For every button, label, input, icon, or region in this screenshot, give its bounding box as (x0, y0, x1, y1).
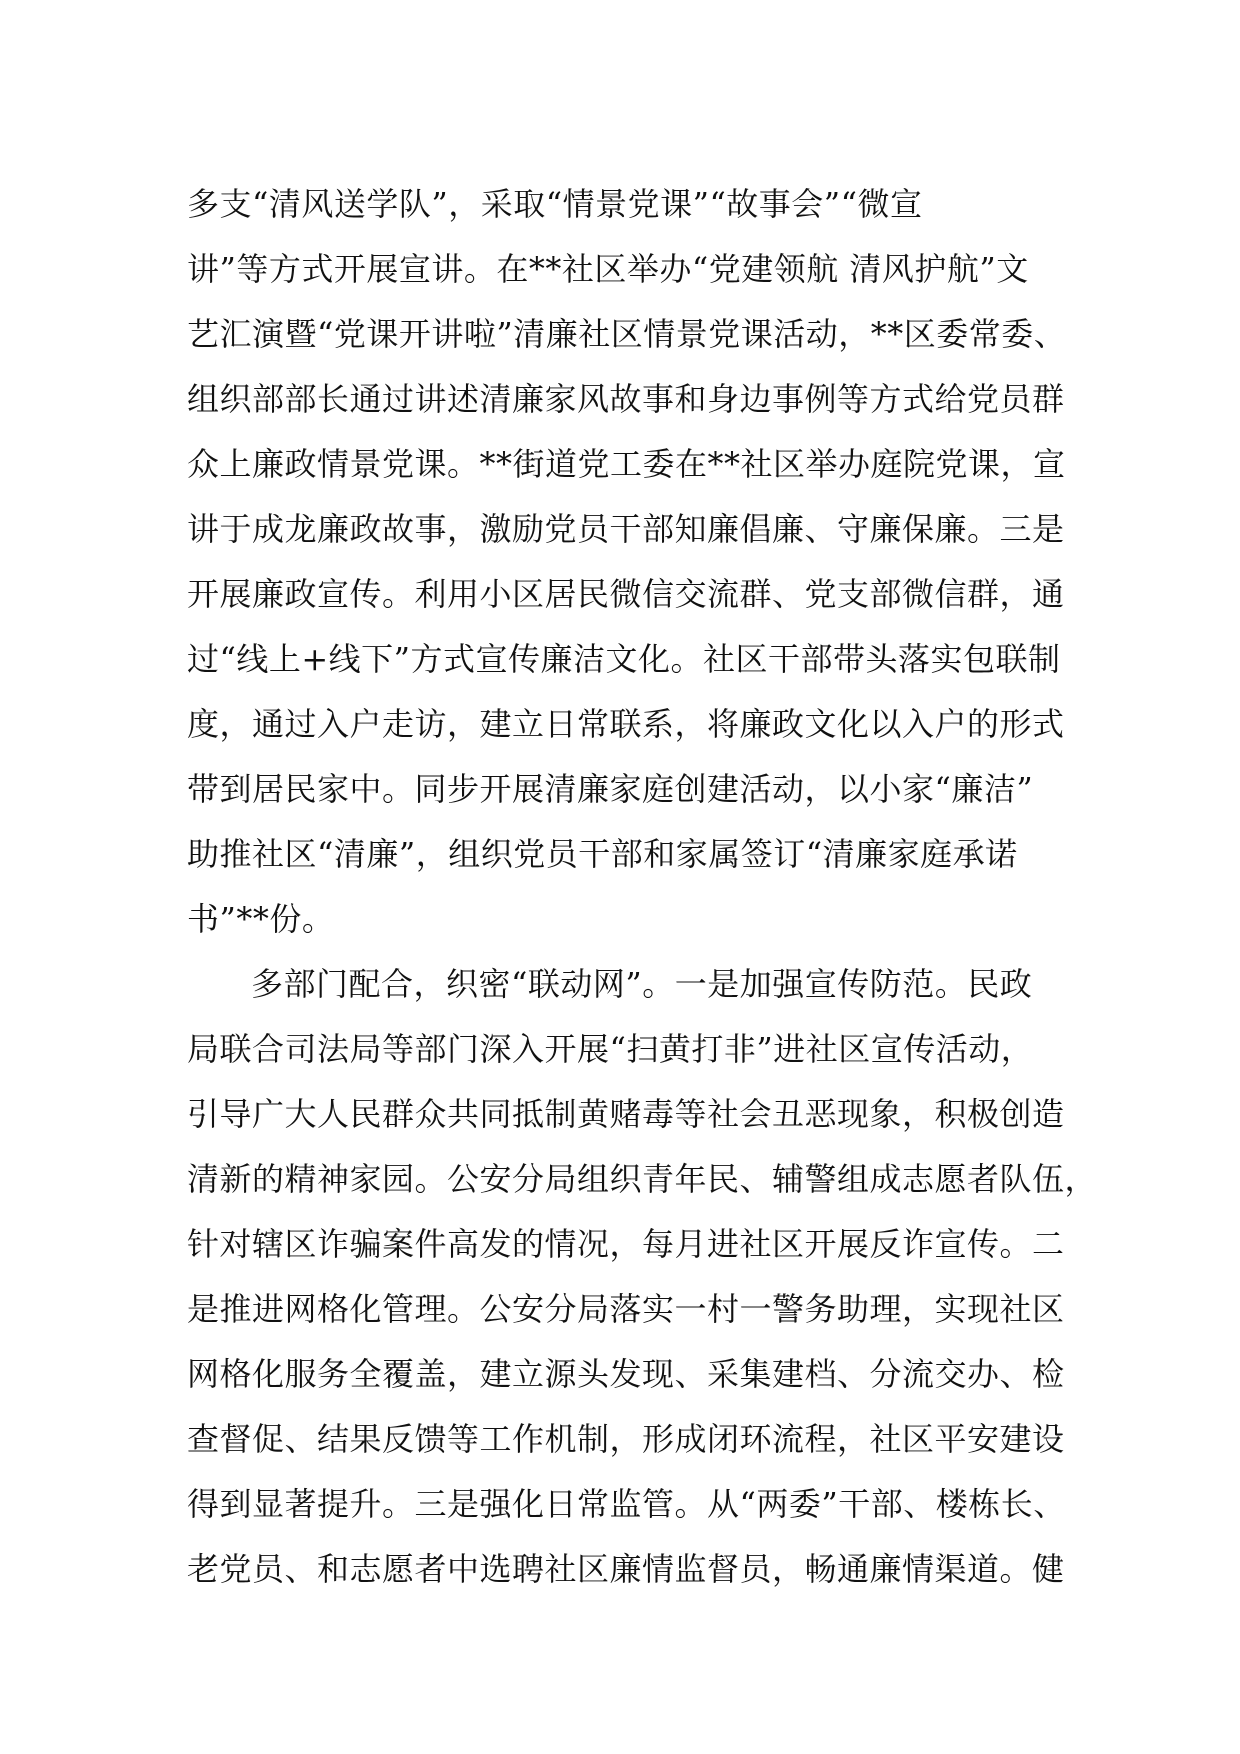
text-line: 组织部部长通过讲述清廉家风故事和身边事例等方式给党员群 (187, 380, 1065, 418)
text-line: 老党员、和志愿者中选聘社区廉情监督员，畅通廉情渠道。健 (187, 1550, 1065, 1588)
text-line: 得到显著提升。三是强化日常监管。从“两委”干部、楼栋长、 (187, 1485, 1066, 1523)
text-line: 度，通过入户走访，建立日常联系，将廉政文化以入户的形式 (187, 705, 1065, 743)
text-line: 过“线上+线下”方式宣传廉洁文化。社区干部带头落实包联制 (187, 640, 1061, 678)
text-line: 众上廉政情景党课。**街道党工委在**社区举办庭院党课，宣 (187, 445, 1066, 483)
text-line: 是推进网格化管理。公安分局落实一村一警务助理，实现社区 (187, 1290, 1065, 1328)
text-line: 引导广大人民群众共同抵制黄赌毒等社会丑恶现象，积极创造 (187, 1095, 1065, 1133)
text-line: 书”**份。 (187, 900, 335, 938)
text-line: 开展廉政宣传。利用小区居民微信交流群、党支部微信群，通 (187, 575, 1065, 613)
paragraph-start-line: 多部门配合，织密“联动网”。一是加强宣传防范。民政 (251, 965, 1033, 1003)
text-line: 讲”等方式开展宣讲。在**社区举办“党建领航 清风护航”文 (187, 250, 1029, 288)
text-line: 讲于成龙廉政故事，激励党员干部知廉倡廉、守廉保廉。三是 (187, 510, 1065, 548)
text-line: 查督促、结果反馈等工作机制，形成闭环流程，社区平安建设 (187, 1420, 1065, 1458)
body-text (187, 172, 1098, 1602)
text-line: 清新的精神家园。公安分局组织青年民、辅警组成志愿者队伍， (187, 1160, 1098, 1198)
text-line: 多支“清风送学队”，采取“情景党课”“故事会”“微宣 (187, 185, 923, 223)
text-line: 针对辖区诈骗案件高发的情况，每月进社区开展反诈宣传。二 (187, 1225, 1065, 1263)
text-line: 网格化服务全覆盖，建立源头发现、采集建档、分流交办、检 (187, 1355, 1065, 1393)
text-line: 带到居民家中。同步开展清廉家庭创建活动，以小家“廉洁” (187, 770, 1034, 808)
text-line: 艺汇演暨“党课开讲啦”清廉社区情景党课活动，**区委常委、 (187, 315, 1067, 353)
text-line: 助推社区“清廉”，组织党员干部和家属签订“清廉家庭承诺 (187, 835, 1018, 873)
text-line: 局联合司法局等部门深入开展“扫黄打非”进社区宣传活动， (187, 1030, 1034, 1068)
